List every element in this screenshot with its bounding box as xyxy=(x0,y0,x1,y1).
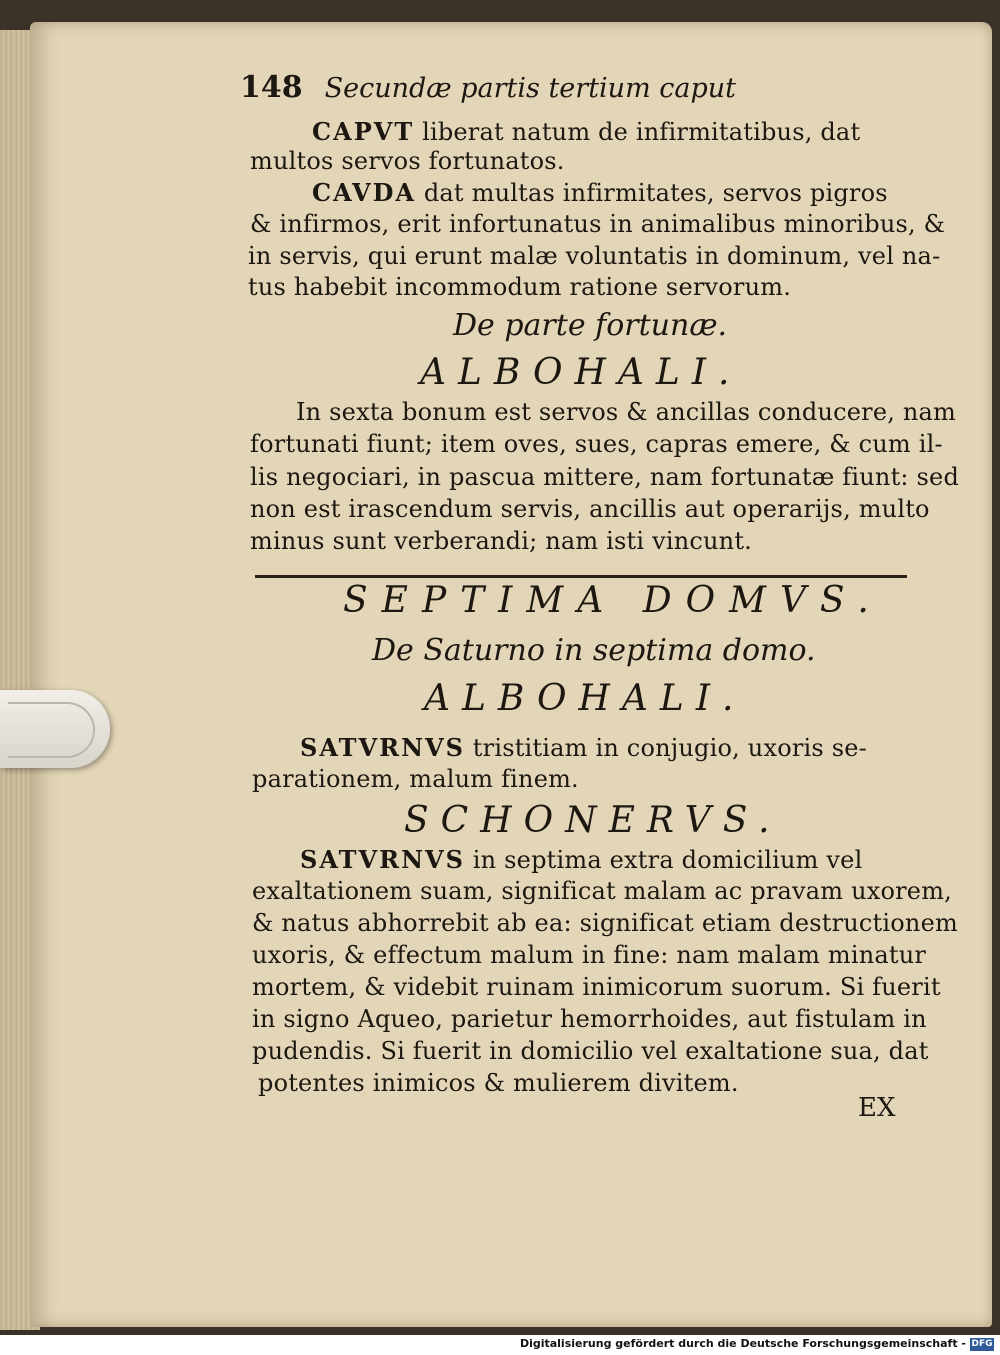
text-line: potentes inimicos & mulierem divitem. xyxy=(258,1069,739,1097)
text-line: CAPVT liberat natum de infirmitatibus, dat xyxy=(312,117,861,146)
clip-loop xyxy=(8,702,95,758)
catchword: EX xyxy=(858,1093,896,1123)
section-title: SEPTIMA DOMVS. xyxy=(343,580,883,621)
author-heading: ALBOHALI. xyxy=(424,678,746,719)
footer-credit: Digitalisierung gefördert durch die Deutsche Forschungsgemeinschaft - xyxy=(519,1337,966,1350)
running-header xyxy=(240,70,736,105)
running-title: Secundæ partis tertium caput xyxy=(324,73,736,104)
text-line: tus habebit incommodum ratione servorum. xyxy=(248,273,792,301)
text-line: lis negociari, in pascua mittere, nam fortunatæ fiunt: sed xyxy=(250,463,960,491)
text-line: In sexta bonum est servos & ancillas conducere, nam xyxy=(296,398,957,426)
text-line: & natus abhorrebit ab ea: significat etiam destructionem xyxy=(252,909,958,937)
text-line: uxoris, & effectum malum in fine: nam malam minatur xyxy=(252,941,927,969)
text-line: mortem, & videbit ruinam inimicorum suorum. Si fuerit xyxy=(252,973,941,1001)
page-number: 148 xyxy=(240,70,303,105)
subheading: De parte fortunæ. xyxy=(453,308,728,343)
text-line: SATVRNVS tristitiam in conjugio, uxoris se- xyxy=(300,733,867,762)
text-line: non est irascendum servis, ancillis aut operarijs, multo xyxy=(250,495,930,523)
author-heading: ALBOHALI. xyxy=(420,352,742,393)
text-line: pudendis. Si fuerit in domicilio vel exaltatione sua, dat xyxy=(252,1037,929,1065)
dfg-logo: DFG xyxy=(971,1339,993,1349)
author-heading: SCHONERVS. xyxy=(404,800,782,841)
text-line: & infirmos, erit infortunatus in animalibus minoribus, & xyxy=(250,210,946,238)
text-line: multos servos fortunatos. xyxy=(250,147,565,175)
text-line: in signo Aqueo, parietur hemorrhoides, aut fistulam in xyxy=(252,1005,927,1033)
text-line: SATVRNVS in septima extra domicilium vel xyxy=(300,845,863,874)
text-line: parationem, malum finem. xyxy=(252,765,579,793)
subheading: De Saturno in septima domo. xyxy=(372,633,816,668)
text-line: CAVDA dat multas infirmitates, servos pigros xyxy=(312,178,888,207)
page-clip xyxy=(0,690,110,768)
footer-bar xyxy=(0,1335,1000,1355)
text-line: minus sunt verberandi; nam isti vincunt. xyxy=(250,527,753,555)
text-line: exaltationem suam, significat malam ac pravam uxorem, xyxy=(252,877,952,905)
text-line: in servis, qui erunt malæ voluntatis in dominum, vel na- xyxy=(248,242,941,270)
text-line: fortunati fiunt; item oves, sues, capras emere, & cum il- xyxy=(250,430,943,458)
section-rule xyxy=(255,575,907,578)
